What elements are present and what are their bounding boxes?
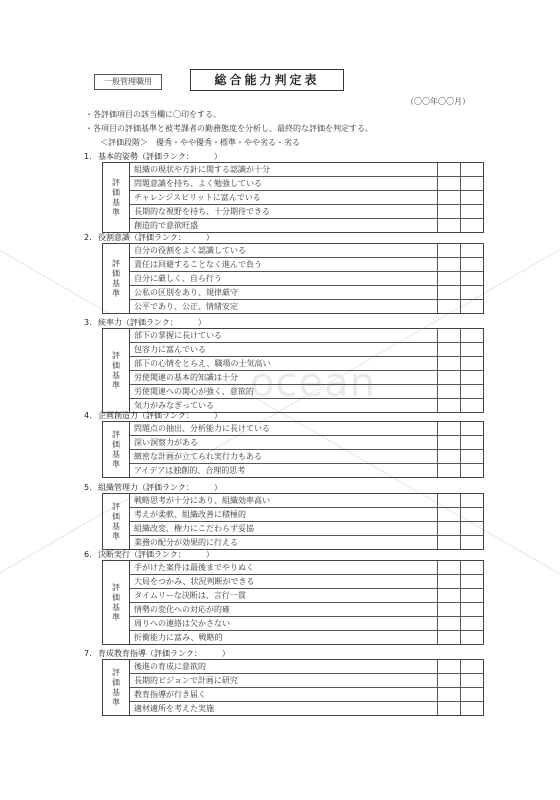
section-title: 組織管理力（評価ランク： ） xyxy=(98,483,222,492)
rating-check-cell[interactable] xyxy=(437,436,460,449)
criteria-row xyxy=(130,300,483,313)
criteria-label-text: 評価基準 xyxy=(112,350,120,390)
rating-check-cell[interactable] xyxy=(460,219,483,232)
section-title: 決断実行（評価ランク： ） xyxy=(98,550,214,559)
criteria-row xyxy=(130,688,483,702)
rating-check-cell[interactable] xyxy=(437,522,460,535)
criteria-row xyxy=(130,436,483,450)
rating-check-cell[interactable] xyxy=(460,205,483,218)
criteria-row xyxy=(130,163,483,177)
rating-check-cell[interactable] xyxy=(460,300,483,313)
rating-check-cell[interactable] xyxy=(460,508,483,521)
criteria-row xyxy=(130,286,483,300)
section-heading xyxy=(84,317,484,328)
rating-check-cell[interactable] xyxy=(437,575,460,588)
criteria-rows xyxy=(130,561,483,644)
section-title: 統率力（評価ランク： ） xyxy=(98,318,206,327)
section-number: 7. xyxy=(84,649,92,658)
rating-check-cell[interactable] xyxy=(437,163,460,176)
criteria-row xyxy=(130,536,483,549)
rating-check-cell[interactable] xyxy=(437,177,460,190)
criteria-label xyxy=(103,422,130,477)
criteria-table xyxy=(102,659,484,716)
criteria-row xyxy=(130,561,483,575)
section-number: 4. xyxy=(84,411,92,420)
criteria-table xyxy=(102,421,484,478)
rating-check-cell[interactable] xyxy=(460,688,483,701)
rating-check-cell[interactable] xyxy=(437,272,460,285)
criteria-section xyxy=(84,482,484,550)
rating-check-cell[interactable] xyxy=(460,702,483,715)
criteria-row xyxy=(130,603,483,617)
criteria-table xyxy=(102,162,484,233)
section-title: 役割意識（評価ランク： ） xyxy=(98,233,214,242)
rating-check-cell[interactable] xyxy=(437,371,460,384)
rating-check-cell[interactable] xyxy=(460,371,483,384)
rating-check-cell[interactable] xyxy=(460,244,483,257)
section-heading xyxy=(84,549,484,560)
rating-check-cell[interactable] xyxy=(460,536,483,549)
criteria-item: 自分に厳しく、自ら行う xyxy=(134,274,222,283)
criteria-row xyxy=(130,674,483,688)
rating-check-cell[interactable] xyxy=(460,575,483,588)
section-number: 6. xyxy=(84,550,92,559)
criteria-item: 戦略思考が十分にあり、組織効率高い xyxy=(134,496,270,505)
rating-check-cell[interactable] xyxy=(460,464,483,477)
criteria-item: 組織の現状や方針に関する認識が十分 xyxy=(134,165,270,174)
rating-check-cell[interactable] xyxy=(460,258,483,271)
criteria-item: 自分の役割をよく認識している xyxy=(134,246,246,255)
criteria-row xyxy=(130,450,483,464)
watermark-text: ocean xyxy=(250,360,376,406)
criteria-row xyxy=(130,617,483,631)
rating-check-cell[interactable] xyxy=(437,464,460,477)
criteria-table xyxy=(102,560,484,645)
criteria-item: 考えが柔軟、組織改善に積極的 xyxy=(134,510,246,519)
criteria-section xyxy=(84,151,484,233)
criteria-section xyxy=(84,410,484,478)
criteria-item: アイデアは独創的、合理的思考 xyxy=(134,466,246,475)
rating-check-cell[interactable] xyxy=(437,508,460,521)
section-heading xyxy=(84,232,484,243)
category-label: 一般管理職用 xyxy=(94,74,162,90)
rating-check-cell[interactable] xyxy=(460,674,483,687)
rating-check-cell[interactable] xyxy=(460,422,483,435)
criteria-item: 長期的な視野を持ち、十分期待できる xyxy=(134,207,270,216)
rating-check-cell[interactable] xyxy=(437,631,460,644)
criteria-label xyxy=(103,660,130,715)
criteria-row xyxy=(130,464,483,477)
criteria-row xyxy=(130,575,483,589)
criteria-label xyxy=(103,494,130,549)
criteria-item: 問題意識を持ち、よく勉強している xyxy=(134,179,262,188)
rating-check-cell[interactable] xyxy=(460,436,483,449)
rating-check-cell[interactable] xyxy=(437,244,460,257)
criteria-item: 労使関連の基本的知識は十分 xyxy=(134,373,238,382)
criteria-label-text: 評価基準 xyxy=(112,429,120,469)
criteria-label-text: 評価基準 xyxy=(112,258,120,298)
criteria-table xyxy=(102,328,484,413)
rating-check-cell[interactable] xyxy=(437,258,460,271)
criteria-item: 後進の育成に意欲的 xyxy=(134,662,206,671)
criteria-row xyxy=(130,660,483,674)
section-number: 5. xyxy=(84,483,92,492)
rating-check-cell[interactable] xyxy=(437,205,460,218)
criteria-item: チャレンジスピリットに富んでいる xyxy=(134,193,261,202)
rating-check-cell[interactable] xyxy=(460,329,483,342)
rating-check-cell[interactable] xyxy=(437,357,460,370)
criteria-item: 適材適所を考えた実施 xyxy=(134,704,214,713)
rating-check-cell[interactable] xyxy=(437,617,460,630)
rating-check-cell[interactable] xyxy=(460,385,483,398)
rating-check-cell[interactable] xyxy=(437,286,460,299)
criteria-rows xyxy=(130,494,483,549)
instruction-2: ・各項目の評価基準と被考課者の勤務態度を分析し、最終的な評価を判定する。 xyxy=(85,124,373,133)
criteria-row xyxy=(130,357,483,371)
criteria-row xyxy=(130,177,483,191)
criteria-table xyxy=(102,493,484,550)
criteria-label-text: 評価基準 xyxy=(112,582,120,622)
criteria-section xyxy=(84,648,484,716)
rating-check-cell[interactable] xyxy=(437,450,460,463)
rating-check-cell[interactable] xyxy=(460,177,483,190)
criteria-row xyxy=(130,589,483,603)
criteria-row xyxy=(130,329,483,343)
criteria-row xyxy=(130,631,483,644)
rating-check-cell[interactable] xyxy=(460,286,483,299)
criteria-rows xyxy=(130,244,483,313)
rating-check-cell[interactable] xyxy=(437,219,460,232)
criteria-label-text: 評価基準 xyxy=(112,667,120,707)
criteria-label xyxy=(103,163,130,232)
section-number: 1. xyxy=(84,152,92,161)
section-title: 育成教育指導（評価ランク： ） xyxy=(98,649,230,658)
criteria-row xyxy=(130,343,483,357)
criteria-table xyxy=(102,243,484,314)
rating-check-cell[interactable] xyxy=(460,272,483,285)
rating-check-cell[interactable] xyxy=(460,617,483,630)
criteria-item: 業務の配分が効果的に行える xyxy=(134,538,238,547)
criteria-item: 大局をつかみ、状況判断ができる xyxy=(134,577,255,586)
criteria-section xyxy=(84,317,484,413)
criteria-item: 情勢の変化への対応が的確 xyxy=(134,605,230,614)
criteria-item: 創造的で意欲旺盛 xyxy=(134,221,198,230)
rating-check-cell[interactable] xyxy=(437,589,460,602)
section-title: 企画創造力（評価ランク： ） xyxy=(98,411,222,420)
rating-check-cell[interactable] xyxy=(437,536,460,549)
criteria-label xyxy=(103,244,130,313)
criteria-item: 公私の区別をあり、規律厳守 xyxy=(134,288,238,297)
criteria-item: 折衝能力に富み、戦略的 xyxy=(134,633,223,642)
rating-check-cell[interactable] xyxy=(437,561,460,574)
rating-check-cell[interactable] xyxy=(437,191,460,204)
rating-check-cell[interactable] xyxy=(437,385,460,398)
criteria-item: 組織改変、権力にこだわらず妥協 xyxy=(134,524,254,533)
criteria-item: 問題点の抽出、分析能力に長けている xyxy=(134,424,270,433)
date-label: （〇〇年〇〇月） xyxy=(406,97,470,106)
criteria-row xyxy=(130,385,483,399)
criteria-row xyxy=(130,494,483,508)
criteria-item: タイムリーな決断は、言行一貫 xyxy=(134,591,246,600)
criteria-item: 手がけた案件は最後までやりぬく xyxy=(134,563,254,572)
rating-check-cell[interactable] xyxy=(460,603,483,616)
criteria-item: 労使関連への関心が強く、意欲的 xyxy=(134,387,254,396)
criteria-rows xyxy=(130,660,483,715)
rating-check-cell[interactable] xyxy=(460,631,483,644)
rating-check-cell[interactable] xyxy=(460,561,483,574)
criteria-row xyxy=(130,258,483,272)
rating-check-cell[interactable] xyxy=(437,329,460,342)
section-heading xyxy=(84,410,484,421)
criteria-row xyxy=(130,191,483,205)
criteria-label-text: 評価基準 xyxy=(112,177,120,217)
criteria-row xyxy=(130,702,483,715)
criteria-item: 公平であり、公正、情緒安定 xyxy=(134,302,238,311)
section-heading xyxy=(84,151,484,162)
criteria-row xyxy=(130,205,483,219)
criteria-rows xyxy=(130,422,483,477)
section-heading xyxy=(84,648,484,659)
criteria-item: 部下の掌握に長けている xyxy=(134,331,222,340)
document-title: 総合能力判定表 xyxy=(190,69,344,91)
rating-check-cell[interactable] xyxy=(437,688,460,701)
section-heading xyxy=(84,482,484,493)
criteria-item: 教育指導が行き届く xyxy=(134,690,206,699)
criteria-label xyxy=(103,329,130,412)
rating-check-cell[interactable] xyxy=(460,660,483,673)
section-number: 2. xyxy=(84,233,92,242)
criteria-item: 部下の心情をとらえ、職場の士気高い xyxy=(134,359,271,368)
rating-check-cell[interactable] xyxy=(437,494,460,507)
criteria-item: 深い洞察力がある xyxy=(134,438,198,447)
rating-check-cell[interactable] xyxy=(460,589,483,602)
criteria-row xyxy=(130,522,483,536)
rating-check-cell[interactable] xyxy=(437,603,460,616)
rating-check-cell[interactable] xyxy=(460,163,483,176)
rating-check-cell[interactable] xyxy=(437,300,460,313)
criteria-item: 緻密な計画が立てられ実行力もある xyxy=(134,452,262,461)
rating-check-cell[interactable] xyxy=(460,343,483,356)
criteria-section xyxy=(84,549,484,645)
rating-scale: ＜評価段階＞ 優秀・やや優秀・標準・やや劣る・劣る xyxy=(100,138,300,147)
criteria-item: 責任は回避することなく進んで負う xyxy=(134,260,262,269)
criteria-row xyxy=(130,272,483,286)
rating-check-cell[interactable] xyxy=(437,422,460,435)
rating-check-cell[interactable] xyxy=(437,343,460,356)
instruction-1: ・各評価項目の該当欄に〇印をする。 xyxy=(85,110,221,119)
rating-check-cell[interactable] xyxy=(437,660,460,673)
criteria-rows xyxy=(130,163,483,232)
criteria-label-text: 評価基準 xyxy=(112,501,120,541)
rating-check-cell[interactable] xyxy=(460,494,483,507)
criteria-item: 周りへの連絡は欠かさない xyxy=(134,619,230,628)
criteria-row xyxy=(130,219,483,232)
criteria-label xyxy=(103,561,130,644)
criteria-row xyxy=(130,508,483,522)
rating-check-cell[interactable] xyxy=(460,450,483,463)
rating-check-cell[interactable] xyxy=(437,674,460,687)
criteria-rows xyxy=(130,329,483,412)
criteria-row xyxy=(130,422,483,436)
criteria-row xyxy=(130,371,483,385)
rating-check-cell[interactable] xyxy=(437,702,460,715)
criteria-row xyxy=(130,244,483,258)
criteria-item: 包容力に富んでいる xyxy=(134,345,206,354)
section-title: 基本的姿勢（評価ランク： ） xyxy=(98,152,222,161)
criteria-item: 気力がみなぎっている xyxy=(134,401,214,410)
criteria-section xyxy=(84,232,484,314)
section-number: 3. xyxy=(84,318,92,327)
rating-check-cell[interactable] xyxy=(460,522,483,535)
rating-check-cell[interactable] xyxy=(460,357,483,370)
rating-check-cell[interactable] xyxy=(460,191,483,204)
criteria-item: 長期的ビジョンで計画に研究 xyxy=(134,676,238,685)
